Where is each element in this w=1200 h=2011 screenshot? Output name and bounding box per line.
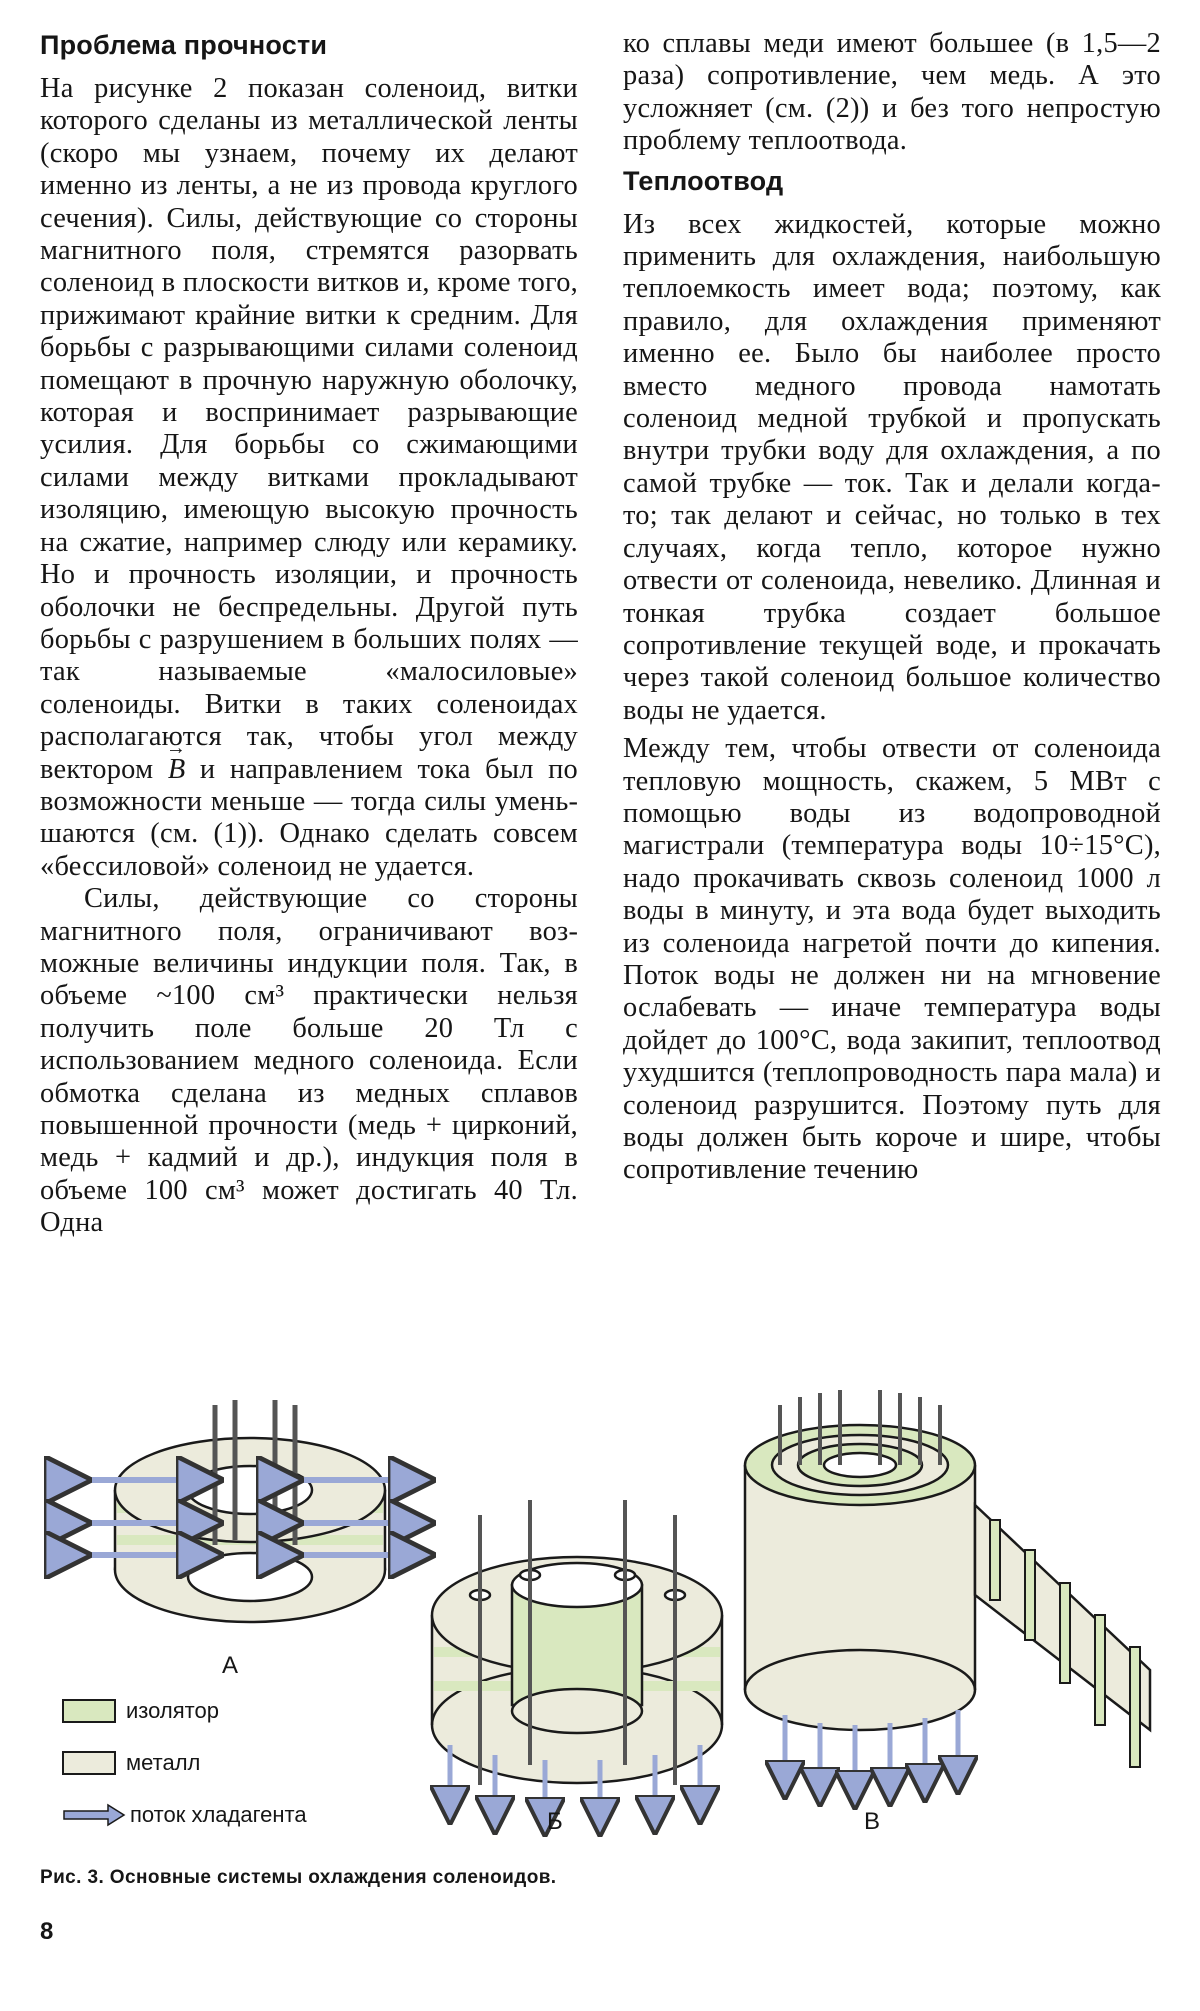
paragraph-heat-1: Из всех жидкостей, которые можно применить для охлаждения, наибольшую теплоемкость имеет вода; поэтому, как правило, для охлаждения применяют именно ее. Было бы наиболее просто вместо медного провода намотать соленоид медной трубкой и пропускать внутри трубки воду для охлаждения, а по самой трубке — ток. Так и делали когда-то; так делают и сейчас, но только в тех случаях, когда тепло, которое нужно отвести от соленоида, невелико. Длинная и тонкая трубка создает большое сопротивление текущей воде, и прокачать через такой соленоид большое количество воды не удается.: [623, 208, 1161, 726]
figure-label-b: Б: [547, 1808, 563, 1835]
paragraph-strength-1: [40, 73, 578, 883]
legend-item-metal: [62, 1750, 307, 1776]
coolant-arrow-icon: [62, 1803, 126, 1827]
right-column: [623, 28, 1161, 1187]
paragraph-continuation: ко сплавы меди имеют большее (в 1,5—2 раза) сопротивление, чем медь. А это усложняет (см. (2)) и без того непростую проблему теплоотвода.: [623, 28, 1161, 157]
page-number: 8: [40, 1918, 54, 1945]
paragraph-strength-2: Силы, действующие со стороны магнитного поля, ограничивают возможные величины индукции поля. Так, в объеме ~100 см³ практически нельзя получить поле больше 20 Тл с использованием медного соленоида. Если обмотка сделана из медных сплавов повышенной прочности (медь + цирконий, медь + кадмий и др.), индукция поля в объеме 100 см³ может достигать 40 Тл. Одна: [40, 883, 578, 1239]
section-heading-strength: Проблема прочности: [40, 30, 328, 60]
legend-label-coolant: поток хладагента: [130, 1802, 307, 1827]
drawing-a-disc-solenoid: [68, 1400, 412, 1622]
section-heading-heat: Теплоотвод: [623, 165, 784, 196]
left-column: [40, 22, 578, 1240]
legend-item-insulator: [62, 1698, 307, 1724]
vector-b-symbol: → B: [168, 754, 186, 785]
drawing-c-spiral-solenoid: [745, 1390, 1150, 1790]
figure-label-c: В: [864, 1808, 881, 1835]
legend-label-metal: металл: [126, 1750, 201, 1775]
paragraph-strength-1b-text: и направлением тока был по возможности меньше — тогда силы уменьшаются (см. (1)). Однако сделать совсем «бессиловой» соленоид не удается.: [40, 753, 578, 882]
figure-caption: Рис. 3. Основные системы охлаждения соленоидов.: [40, 1867, 557, 1888]
legend-item-coolant: [62, 1802, 307, 1828]
paragraph-strength-1-text: На рисунке 2 показан соленоид, витки которого сделаны из металлической ленты (скоро мы узнаем, почему их делают именно из ленты, а не из провода круглого сечения). Силы, действующие со стороны магнитного поля, стремятся разорвать соленоид в плоскости витков и, кроме того, прижимают крайние витки к средним. Для борьбы с разрывающими силами соленоид помещают в прочную наружную оболочку, которая и воспринимает разрывающие усилия. Для борьбы со сжимающими силами между витками прокладывают изоляцию, имеющую высокую прочность на сжатие, например слюду или керамику. Но и прочность изоляции, и прочность оболочки не беспредельны. Другой путь борьбы с разрушением в больших полях — так называемые «малосиловые» соленоиды. Витки в таких соленоидах располагаются так, чтобы угол между вектором: [40, 73, 578, 785]
legend-label-insulator: изолятор: [126, 1698, 219, 1723]
figure-legend: [62, 1698, 307, 1854]
metal-swatch: [62, 1751, 116, 1775]
drawing-b-perforated-solenoid: [432, 1500, 722, 1817]
figure-label-a: А: [222, 1652, 239, 1679]
paragraph-heat-2: Между тем, чтобы отвести от соленоида тепловую мощность, скажем, 5 МВт с помощью воды из водопроводной магистрали (температура воды 10÷15°С), надо прокачивать сквозь соленоид 1000 л воды в минуту, и эта вода будет выходить из соленоида нагретой почти до кипения. Поток воды не должен ни на мгновение ослабевать — иначе температура воды дойдет до 100°С, вода закипит, теплоотвод ухудшится (теплопроводность пара мала) и соленоид разрушится. Поэтому путь для воды должен быть короче и шире, чтобы сопротивление течению: [623, 733, 1161, 1186]
insulator-swatch: [62, 1699, 116, 1723]
